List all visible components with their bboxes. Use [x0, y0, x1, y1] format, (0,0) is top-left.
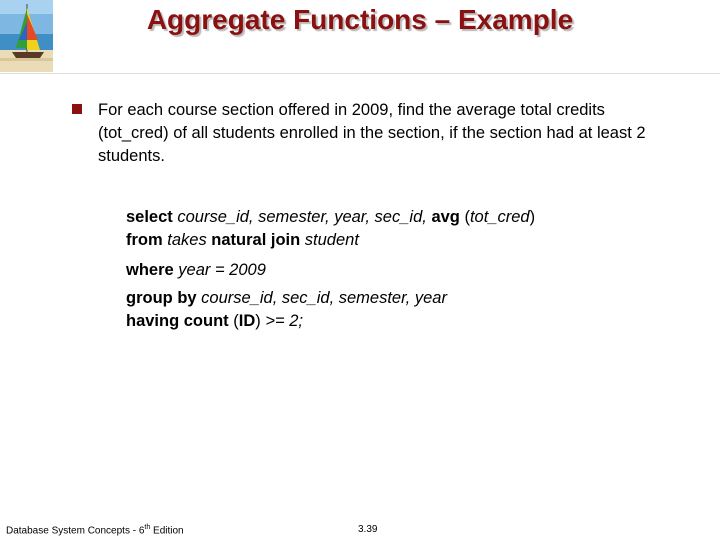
having-condition: >= 2; — [260, 312, 303, 330]
square-bullet-icon — [72, 104, 82, 114]
title-divider — [0, 73, 720, 74]
footer-edition-sup: th — [144, 524, 151, 531]
query-line-from — [126, 229, 359, 252]
page-number: 3.39 — [358, 524, 378, 535]
paren-open: ( — [459, 208, 470, 226]
bullet-text: For each course section offered in 2009, find the average total credits (tot_cred) of all students enrolled in the section, if the section had at least 2 students. — [98, 101, 646, 165]
footer-book-title — [6, 524, 184, 536]
keyword-having-count: having count — [126, 312, 229, 330]
keyword-where: where — [126, 261, 174, 279]
having-paren-close: ) — [255, 312, 261, 330]
having-id: ID — [238, 312, 256, 330]
keyword-from: from — [126, 231, 163, 249]
footer-edition-tail: Edition — [150, 525, 184, 537]
query-line-group-by — [126, 287, 447, 310]
paren-close: ) — [529, 208, 536, 226]
keyword-avg: avg — [431, 208, 460, 226]
keyword-select: select — [126, 208, 173, 226]
footer-book: Database System Concepts - 6 — [6, 525, 145, 537]
having-paren-open: ( — [228, 312, 239, 330]
keyword-group-by: group by — [126, 289, 197, 307]
select-columns: course_id, semester, year, sec_id, — [172, 208, 432, 226]
from-table-student: student — [300, 231, 359, 249]
query-line-having — [126, 310, 303, 333]
query-line-select — [126, 206, 535, 229]
keyword-natural-join: natural join — [211, 231, 301, 249]
avg-argument: tot_cred — [469, 208, 530, 226]
from-table-takes: takes — [162, 231, 212, 249]
bullet-item — [72, 99, 672, 168]
query-line-where — [126, 259, 266, 282]
group-columns: course_id, sec_id, semester, year — [196, 289, 447, 307]
where-condition: year = 2009 — [173, 261, 266, 279]
page-title: Aggregate Functions – Example — [146, 4, 574, 35]
